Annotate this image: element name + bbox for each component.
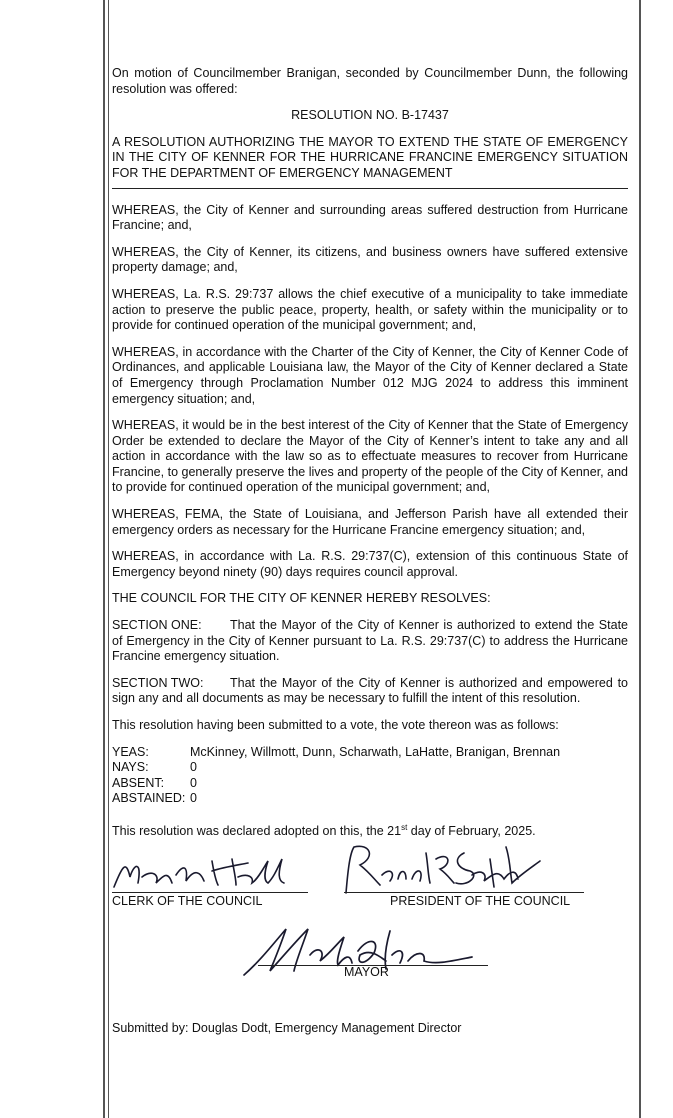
president-signature: [340, 839, 550, 897]
resolution-number: RESOLUTION NO. B-17437: [291, 108, 449, 123]
vote-value: 0: [190, 791, 197, 806]
whereas-clause: WHEREAS, in accordance with La. R.S. 29:737(C), extension of this continuous State of Emergency beyond ninety (90) days requires council approval.: [112, 549, 628, 579]
whereas-clause: WHEREAS, FEMA, the State of Louisiana, and Jefferson Parish have all extended their emergency orders as necessary for the Hurricane Francine emergency situation; and,: [112, 507, 628, 537]
president-signature-line: [344, 892, 584, 893]
resolution-document: [112, 66, 628, 1047]
president-label: PRESIDENT OF THE COUNCIL: [390, 893, 571, 908]
whereas-clause: WHEREAS, it would be in the best interest of the City of Kenner that the State of Emergency Order be extended to declare the Mayor of the City of Kenner’s intent to take any and all action in accordance with the law so as to effectuate measures to recover from Hurricane Francine, to generally preserve the lives and property of the people of the City of Kenner, and to provide for continued operation of the municipal government; and,: [112, 418, 628, 495]
whereas-clause: WHEREAS, La. R.S. 29:737 allows the chief executive of a municipality to take immediate action to preserve the public peace, property, health, or safety within the municipality or to provide for continued operation of the municipal government; and,: [112, 286, 628, 333]
left-border-inner: [108, 0, 109, 1118]
signature-block: [112, 851, 628, 1021]
vote-value: 0: [190, 775, 197, 790]
section-one-label: SECTION ONE:: [112, 618, 202, 633]
vote-row-yeas: [112, 745, 628, 761]
vote-row-nays: [112, 760, 628, 776]
whereas-clause: WHEREAS, in accordance with the Charter of the City of Kenner, the City of Kenner Code of Ordinances, and applicable Louisiana law, the Mayor of the City of Kenner declared a State of Emergency through Proclamation Number 012 MJG 2024 to address this imminent emergency situation; and,: [112, 344, 628, 406]
vote-intro: This resolution having been submitted to a vote, the vote thereon was as follows:: [112, 718, 559, 732]
vote-row-absent: [112, 776, 628, 792]
clerk-label: CLERK OF THE COUNCIL: [112, 893, 263, 908]
resolution-title: A RESOLUTION AUTHORIZING THE MAYOR TO EXTEND THE STATE OF EMERGENCY IN THE CITY OF KENNER FOR THE HURRICANE FRANCINE EMERGENCY SITUATION FOR THE DEPARTMENT OF EMERGENCY MANAGEMENT: [112, 134, 628, 180]
adopted-statement: This resolution was declared adopted on this, the 21st day of February, 2025.: [112, 822, 536, 839]
right-border: [639, 0, 641, 1118]
vote-label: ABSTAINED:: [112, 791, 186, 806]
section-two: [112, 676, 628, 707]
vote-table: [112, 745, 628, 807]
clerk-signature-line: [112, 892, 308, 893]
clerk-signature: [108, 847, 298, 895]
whereas-clause: WHEREAS, the City of Kenner, its citizens, and business owners have suffered extensive property damage; and,: [112, 244, 628, 275]
mayor-label: MAYOR: [344, 964, 389, 979]
vote-row-abstained: [112, 791, 628, 807]
whereas-clause: WHEREAS, the City of Kenner and surrounding areas suffered destruction from Hurricane Francine; and,: [112, 202, 628, 233]
title-rule: [112, 188, 628, 189]
vote-label: NAYS:: [112, 760, 149, 775]
intro-paragraph: On motion of Councilmember Branigan, seconded by Councilmember Dunn, the following resolution was offered:: [112, 66, 628, 96]
section-two-label: SECTION TWO:: [112, 675, 204, 690]
vote-label: YEAS:: [112, 744, 149, 759]
submitted-by: Submitted by: Douglas Dodt, Emergency Management Director: [112, 1020, 462, 1035]
vote-label: ABSENT:: [112, 775, 165, 790]
left-border-outer: [103, 0, 105, 1118]
vote-value: McKinney, Willmott, Dunn, Scharwath, LaHatte, Branigan, Brennan: [190, 744, 561, 759]
vote-value: 0: [190, 760, 197, 775]
resolves-heading: THE COUNCIL FOR THE CITY OF KENNER HEREBY RESOLVES:: [112, 591, 491, 606]
section-one: [112, 618, 628, 665]
section-two-text: That the Mayor of the City of Kenner is authorized and empowered to sign any and all documents as may be necessary to fulfill the intent of this resolution.: [112, 675, 628, 706]
section-one-text: That the Mayor of the City of Kenner is authorized to extend the State of Emergency in the City of Kenner pursuant to La. R.S. 29:737(C) to address the Hurricane Francine emergency situation.: [112, 618, 628, 664]
